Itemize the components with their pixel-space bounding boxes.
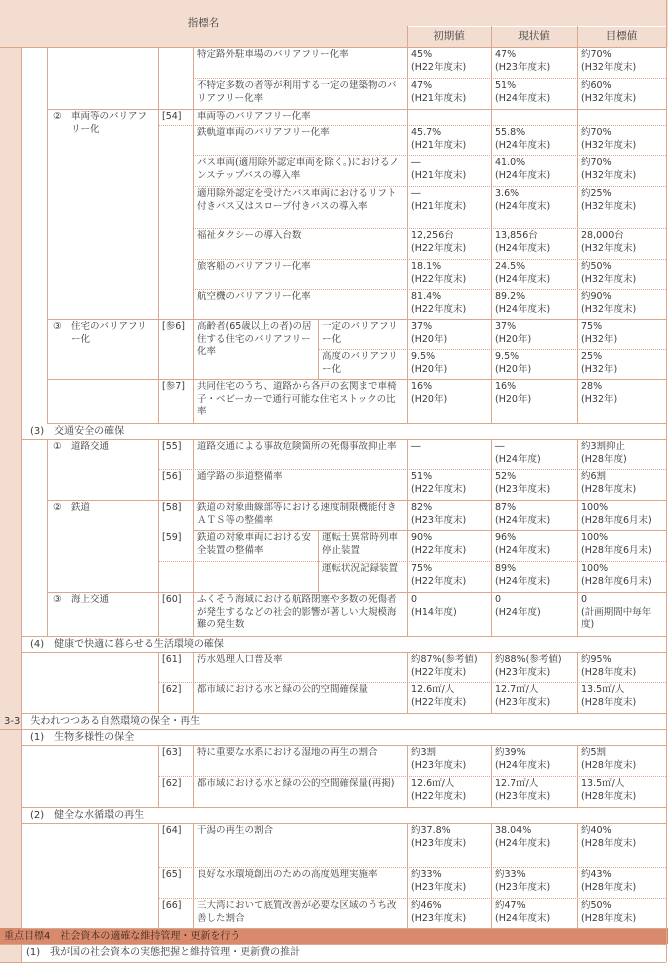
row-divider: [193, 259, 666, 260]
target-value: 約90% (H32年度末): [581, 291, 637, 315]
indent-band: [0, 47, 21, 928]
code-divider: [158, 47, 159, 109]
column-divider: [577, 652, 578, 713]
column-divider: [491, 745, 492, 807]
indicator-code: [62]: [162, 778, 182, 789]
row-divider: [158, 561, 666, 562]
initial-value: 約3割 (H23年度末): [411, 747, 467, 771]
target-value: 約5割 (H28年度末): [581, 747, 637, 771]
indicator-name: 良好な水環境創出のための高度処理実施率: [197, 869, 378, 880]
header-bottom: [0, 47, 666, 48]
column-divider: [491, 652, 492, 713]
current-value: 55.8% (H24年度末): [495, 127, 551, 151]
row-divider: [193, 78, 666, 79]
indicator-code: [60]: [162, 594, 182, 605]
target-value: 100% (H28年度6月末): [581, 502, 652, 526]
target-value: 約70% (H32年度末): [581, 127, 637, 151]
current-value: 3.6% (H24年度末): [495, 188, 551, 212]
sub-item-number: ①: [53, 441, 62, 452]
section-heading: (1) 我が国の社会資本の実態把握と維持管理・更新費の推計: [26, 947, 301, 958]
column-divider: [407, 26, 408, 423]
indicator-name: 汚水処理人口普及率: [197, 654, 283, 665]
current-value: 89.2% (H24年度末): [495, 291, 551, 315]
section-heading: 3-3 失われつつある自然環境の保全・再生: [4, 716, 201, 727]
current-value: 12.7㎡/人 (H23年度末): [495, 684, 551, 708]
row-divider: [21, 807, 666, 808]
indicator-code: [63]: [162, 747, 182, 758]
indicator-name: 航空機のバリアフリー化率: [197, 291, 311, 302]
row-divider: [193, 530, 666, 531]
sub-item-title: 鉄道: [71, 502, 91, 513]
column-divider: [491, 439, 492, 636]
column-divider: [21, 47, 22, 928]
sub-item-title: 車両等のバリアフリー化: [71, 111, 148, 135]
row-divider: [318, 349, 666, 350]
table-bottom: [0, 962, 666, 963]
column-divider: [407, 823, 408, 928]
initial-value: ―: [411, 441, 421, 452]
row-divider: [158, 898, 666, 899]
column-divider: [158, 439, 159, 636]
indicator-code: [61]: [162, 654, 182, 665]
current-value: 約33% (H23年度末): [495, 869, 551, 893]
indicator-name: 共同住宅のうち、道路から各戸の玄関まで車椅子・ベビーカーで通行可能な住宅ストックの比率: [197, 381, 397, 417]
initial-value: ― (H21年度末): [411, 157, 467, 181]
initial-value: 0 (H14年度): [411, 594, 457, 618]
sub-item-title: 住宅のバリアフリー化: [71, 321, 147, 345]
initial-value: ― (H21年度末): [411, 188, 467, 212]
row-divider: [21, 636, 666, 637]
current-value: 約39% (H24年度末): [495, 747, 551, 771]
current-value: 約47% (H24年度末): [495, 900, 551, 924]
target-value: 約60% (H32年度末): [581, 80, 637, 104]
name-divider: [193, 47, 194, 423]
row-divider: [158, 776, 666, 777]
target-value: 約43% (H28年度末): [581, 869, 637, 893]
initial-value: 約33% (H23年度末): [411, 869, 467, 893]
indicator-name: 特に重要な水系における湿地の再生の割合: [197, 747, 378, 758]
initial-value: 約37.8% (H23年度末): [411, 825, 467, 849]
row-divider: [193, 944, 666, 945]
current-value: 約88%(参考値) (H23年度末): [495, 654, 562, 678]
column-divider: [491, 26, 492, 423]
indicator-subcategory: 高度のバリアフリー化: [322, 351, 398, 375]
row-divider: [47, 592, 666, 593]
column-divider: [158, 745, 159, 807]
column-divider: [158, 109, 159, 423]
indicator-name: ふくそう海域における航路閉塞や多数の死傷者が発生するなどの社会的影響が著しい大規模海難の発生数: [197, 594, 397, 630]
header-current: 現状値: [518, 30, 550, 42]
section-heading: (1) 生物多様性の保全: [30, 732, 135, 743]
target-value: 13.5㎡/人 (H28年度末): [581, 684, 637, 708]
column-divider: [158, 652, 159, 713]
section-heading: (4) 健康で快適に暮らせる生活環境の確保: [30, 639, 224, 650]
indicator-name: 車両等のバリアフリー化率: [197, 111, 311, 122]
initial-value: 45.7% (H21年度末): [411, 127, 467, 151]
part-divider: [318, 530, 319, 592]
column-divider: [577, 439, 578, 636]
target-value: 約70% (H32年度末): [581, 157, 637, 181]
initial-value: 約87%(参考値) (H22年度末): [411, 654, 478, 678]
target-value: 28,000台 (H32年度末): [581, 230, 637, 254]
current-value: 51% (H24年度末): [495, 80, 551, 104]
section-heading: (2) 健全な水循環の再生: [30, 810, 145, 821]
row-divider: [21, 439, 666, 440]
indicator-name: 福祉タクシーの導入台数: [197, 230, 302, 241]
row-divider: [47, 423, 666, 424]
target-value: 100% (H28年度6月末): [581, 563, 652, 587]
current-value: 12.7㎡/人 (H23年度末): [495, 778, 551, 802]
initial-value: 75% (H22年度末): [411, 563, 467, 587]
initial-value: 90% (H22年度末): [411, 532, 467, 556]
indicator-name: 適用除外認定を受けたバス車両におけるリフト付きバス又はスロープ付きバスの導入率: [197, 188, 397, 212]
initial-value: 12.6㎡/人 (H22年度末): [411, 684, 467, 708]
current-value: 0 (H24年度): [495, 594, 541, 618]
indicator-name: 干潟の再生の割合: [197, 825, 274, 836]
part-divider: [318, 319, 319, 379]
current-value: 24.5% (H24年度末): [495, 261, 551, 285]
indicator-name: 高齢者(65歳以上の者)の居住する住宅のバリアフリー化率: [197, 321, 312, 357]
current-value: 89% (H24年度末): [495, 563, 551, 587]
indicator-code: [64]: [162, 825, 182, 836]
indicator-name: 旅客船のバリアフリー化率: [197, 261, 311, 272]
indicator-name: 鉄道の対象曲線部等における速度制限機能付きＡＴＳ等の整備率: [197, 502, 397, 526]
target-value: 約70% (H32年度末): [581, 49, 637, 73]
column-divider: [577, 26, 578, 423]
indicator-subcategory: 一定のバリアフリー化: [322, 321, 398, 345]
indicator-name: 都市域における水と緑の公的空間確保量: [197, 684, 369, 695]
target-value: 0 (計画期間中毎年度): [581, 594, 652, 630]
column-divider: [407, 439, 408, 636]
target-value: 28% (H32年): [581, 381, 618, 405]
column-divider: [21, 944, 22, 962]
sub-item-title: 海上交通: [71, 594, 110, 605]
row-divider: [158, 469, 666, 470]
indicator-code: [55]: [162, 441, 182, 452]
row-divider: [193, 155, 666, 156]
row-divider: [158, 867, 666, 868]
row-divider: [193, 186, 666, 187]
indicator-name: バス車両(適用除外認定車両を除く。)におけるノンステップバスの導入率: [197, 157, 399, 181]
indicator-code: [54]: [162, 111, 182, 122]
initial-value: 51% (H22年度末): [411, 471, 467, 495]
column-divider: [577, 745, 578, 807]
indicator-name: 鉄軌道車両のバリアフリー化率: [197, 127, 330, 138]
sub-item-number: ②: [53, 111, 62, 122]
column-divider: [193, 823, 194, 928]
target-value: 100% (H28年度6月末): [581, 532, 652, 556]
indicator-subcategory: 運転士異常時列車停止装置: [322, 532, 399, 556]
indicator-name: 不特定多数の者等が利用する一定の建築物のバリアフリー化率: [197, 80, 397, 104]
target-value: 13.5㎡/人 (H28年度末): [581, 778, 637, 802]
header-divider-h: [407, 26, 666, 27]
section-heading: (3) 交通安全の確保: [30, 426, 125, 437]
indicator-code: [59]: [162, 532, 182, 543]
initial-value: 37% (H20年): [411, 321, 448, 345]
indicator-name: 通学路の歩道整備率: [197, 471, 283, 482]
row-divider: [47, 319, 666, 320]
current-value: 16% (H20年): [495, 381, 532, 405]
indicator-code: [参6]: [162, 321, 185, 332]
target-value: 75% (H32年): [581, 321, 618, 345]
current-value: 37% (H20年): [495, 321, 532, 345]
target-value: 約50% (H32年度末): [581, 261, 637, 285]
indicator-code: [58]: [162, 502, 182, 513]
column-divider: [577, 823, 578, 928]
current-value: 38.04% (H24年度末): [495, 825, 551, 849]
initial-value: 9.5% (H20年): [411, 351, 448, 375]
row-divider: [47, 500, 666, 501]
row-divider: [47, 109, 666, 110]
indent-band-2: [0, 944, 21, 962]
indicator-code: [参7]: [162, 381, 185, 392]
header-indicator: 指標名: [187, 17, 220, 29]
initial-value: 12,256台 (H22年度末): [411, 230, 467, 254]
table-right-border: [666, 0, 667, 962]
row-divider: [21, 713, 666, 714]
sub-item-number: ②: [53, 502, 62, 513]
target-value: 約95% (H28年度末): [581, 654, 637, 678]
goal-title: 重点目標4 社会資本の適確な維持管理・更新を行う: [4, 931, 241, 942]
current-value: 13,856台 (H24年度末): [495, 230, 551, 254]
target-value: 約25% (H32年度末): [581, 188, 637, 212]
row-divider: [193, 228, 666, 229]
column-divider: [491, 823, 492, 928]
row-divider: [21, 745, 666, 746]
initial-value: 約46% (H23年度末): [411, 900, 467, 924]
row-divider: [21, 823, 666, 824]
column-divider: [193, 745, 194, 807]
column-divider: [158, 823, 159, 928]
target-value: 約3割抑止 (H28年度): [581, 441, 627, 465]
row-divider: [0, 729, 666, 730]
indicator-code: [66]: [162, 900, 182, 911]
target-value: 約40% (H28年度末): [581, 825, 637, 849]
target-value: 約6割 (H28年度末): [581, 471, 637, 495]
initial-value: 45% (H22年度末): [411, 49, 467, 73]
column-divider: [407, 745, 408, 807]
indicator-name: 鉄道の対象車両における安全装置の整備率: [197, 532, 312, 556]
current-value: 52% (H23年度末): [495, 471, 551, 495]
target-value: 25% (H32年): [581, 351, 618, 375]
initial-value: 82% (H23年度末): [411, 502, 467, 526]
sub-item-title: 道路交通: [71, 441, 110, 452]
current-value: 41.0% (H24年度末): [495, 157, 551, 181]
initial-value: 47% (H21年度末): [411, 80, 467, 104]
sub-item-number: ③: [53, 594, 62, 605]
column-divider: [193, 439, 194, 636]
current-value: 87% (H24年度末): [495, 502, 551, 526]
current-value: 47% (H23年度末): [495, 49, 551, 73]
sub-item-number: ③: [53, 321, 62, 332]
indicator-name: 三大湾において底質改善が必要な区域のうち改善した割合: [197, 900, 397, 924]
column-divider: [47, 47, 48, 423]
current-value: 96% (H24年度末): [495, 532, 551, 556]
indicator-code: [65]: [162, 869, 182, 880]
indicator-name: 道路交通による事故危険箇所の死傷事故抑止率: [197, 441, 397, 452]
indicator-name: 都市域における水と緑の公的空間確保量(再掲): [197, 778, 395, 789]
row-divider: [193, 289, 666, 290]
row-divider: [21, 652, 666, 653]
row-divider: [158, 125, 666, 126]
current-value: 9.5% (H20年): [495, 351, 532, 375]
target-value: 約50% (H28年度末): [581, 900, 637, 924]
indicator-subcategory: 運転状況記録装置: [322, 563, 399, 574]
column-divider: [407, 652, 408, 713]
indicator-code: [62]: [162, 684, 182, 695]
initial-value: 81.4% (H22年度末): [411, 291, 467, 315]
column-divider: [193, 652, 194, 713]
indicator-name: 特定路外駐車場のバリアフリー化率: [197, 49, 349, 60]
row-divider: [21, 928, 666, 929]
header-initial: 初期値: [433, 30, 465, 42]
current-value: ― (H24年度): [495, 441, 541, 465]
row-divider: [47, 379, 666, 380]
initial-value: 12.6㎡/人 (H22年度末): [411, 778, 467, 802]
initial-value: 16% (H20年): [411, 381, 448, 405]
initial-value: 18.1% (H22年度末): [411, 261, 467, 285]
header-target: 目標値: [605, 30, 638, 42]
column-divider: [47, 439, 48, 636]
row-divider: [158, 682, 666, 683]
indicator-code: [56]: [162, 471, 182, 482]
